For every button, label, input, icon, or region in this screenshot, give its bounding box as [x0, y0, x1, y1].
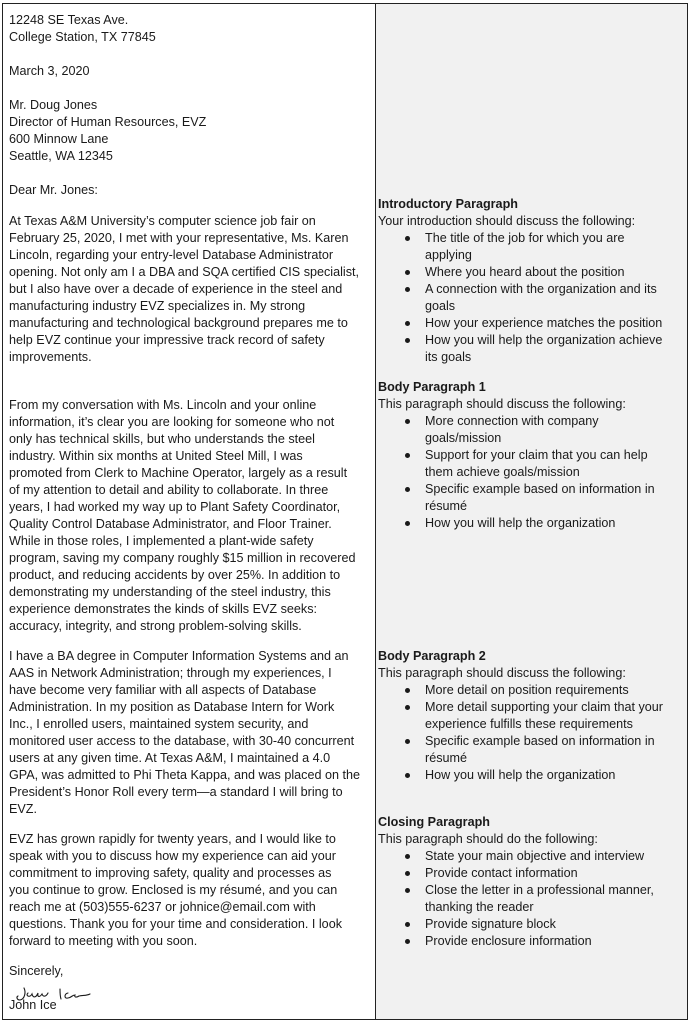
paragraph-line: demonstrating my understanding of the steel industry, this	[9, 585, 331, 599]
notes-list-item: goals/mission	[425, 431, 502, 445]
paragraph-line: accuracy, integrity, and strong problem-solving skills.	[9, 619, 302, 633]
paragraph-line: years, I had worked my way up to Plant Safety Coordinator,	[9, 500, 341, 514]
paragraph-line: EVZ.	[9, 802, 37, 816]
notes-list-item: How your experience matches the position	[425, 316, 663, 330]
notes-lead: This paragraph should discuss the following:	[378, 397, 626, 411]
notes-list-item: Support for your claim that you can help	[425, 448, 648, 462]
bullet-icon	[405, 854, 410, 859]
bullet-icon	[405, 922, 410, 927]
paragraph-line: While in those roles, I implemented a plant-wide safety	[9, 534, 314, 548]
notes-list-item: thanking the reader	[425, 900, 534, 914]
paragraph-line: Lincoln, regarding your entry-level Database Administrator	[9, 248, 334, 262]
paragraph-line: users at any given time. At Texas A&M, I maintained a 4.0	[9, 751, 331, 765]
sender-name: John Ice	[9, 998, 57, 1012]
bullet-icon	[405, 773, 410, 778]
bullet-icon	[405, 688, 410, 693]
paragraph-line: At Texas A&M University’s computer science job fair on	[9, 214, 316, 228]
sender-address-line: College Station, TX 77845	[9, 30, 156, 44]
notes-list-item: A connection with the organization and its	[425, 282, 657, 296]
notes-list-item: experience fulfills these requirements	[425, 717, 633, 731]
notes-list-item: More connection with company	[425, 414, 599, 428]
paragraph-line: I have a BA degree in Computer Information Systems and an	[9, 649, 349, 663]
paragraph-line: speak with you to discuss how my experience can aid your	[9, 849, 336, 863]
paragraph-line: From my conversation with Ms. Lincoln and your online	[9, 398, 317, 412]
notes-list-item: Where you heard about the position	[425, 265, 625, 279]
paragraph-line: promoted from Clerk to Machine Operator, largely as a result	[9, 466, 348, 480]
recipient-line: Mr. Doug Jones	[9, 98, 98, 112]
paragraph-line: only has technical skills, but who understands the steel	[9, 432, 315, 446]
bullet-icon	[405, 939, 410, 944]
paragraph-line: industry. Within six months at United Steel Mill, I was	[9, 449, 303, 463]
notes-heading: Body Paragraph 1	[378, 380, 486, 394]
bullet-icon	[405, 270, 410, 275]
paragraph-line: GPA, was admitted to Phi Theta Kappa, and was placed on the	[9, 768, 360, 782]
notes-list-item: Specific example based on information in	[425, 482, 655, 496]
paragraph-line: manufacturing industry EVZ specializes in. My strong	[9, 299, 306, 313]
paragraph-line: President’s Honor Roll every term—a standard I will bring to	[9, 785, 343, 799]
paragraph-line: forward to meeting with you soon.	[9, 934, 198, 948]
notes-list-item: How you will help the organization	[425, 768, 616, 782]
notes-lead: This paragraph should discuss the following:	[378, 666, 626, 680]
paragraph-line: Inc., I enrolled users, maintained system security, and	[9, 717, 309, 731]
paragraph-line: product, and reducing accidents by over 25%. In addition to	[9, 568, 341, 582]
paragraph-line: Administration. In my position as Database Intern for Work	[9, 700, 335, 714]
notes-list-item: How you will help the organization	[425, 516, 616, 530]
notes-list-item: The title of the job for which you are	[425, 231, 625, 245]
letter-date: March 3, 2020	[9, 64, 90, 78]
paragraph-line: reach me at (503)555-6237 or johnice@email.com with	[9, 900, 316, 914]
paragraph-line: Quality Control Database Administrator, and Floor Trainer.	[9, 517, 332, 531]
paragraph-line: you continue to grow. Enclosed is my résumé, and you can	[9, 883, 338, 897]
notes-list-item: More detail on position requirements	[425, 683, 629, 697]
notes-lead: Your introduction should discuss the following:	[378, 214, 636, 228]
notes-list-item: How you will help the organization achieve	[425, 333, 663, 347]
paragraph-line: EVZ has grown rapidly for twenty years, and I would like to	[9, 832, 336, 846]
notes-list-item: State your main objective and interview	[425, 849, 645, 863]
paragraph-line: information, it’s clear you are looking for someone who not	[9, 415, 335, 429]
bullet-icon	[405, 453, 410, 458]
paragraph-line: experience demonstrates the kinds of skills EVZ seeks:	[9, 602, 317, 616]
notes-heading: Closing Paragraph	[378, 815, 490, 829]
notes-heading: Body Paragraph 2	[378, 649, 486, 663]
paragraph-line: program, saving my company roughly $15 million in recovered	[9, 551, 356, 565]
bullet-icon	[405, 871, 410, 876]
paragraph-line: monitored user access to the database, with 30-40 concurrent	[9, 734, 355, 748]
bullet-icon	[405, 338, 410, 343]
bullet-icon	[405, 888, 410, 893]
bullet-icon	[405, 487, 410, 492]
notes-list-item: More detail supporting your claim that your	[425, 700, 663, 714]
notes-list-item: goals	[425, 299, 456, 313]
notes-list-item: résumé	[425, 751, 467, 765]
bullet-icon	[405, 739, 410, 744]
recipient-line: Director of Human Resources, EVZ	[9, 115, 207, 129]
bullet-icon	[405, 321, 410, 326]
notes-list-item: its goals	[425, 350, 472, 364]
bullet-icon	[405, 236, 410, 241]
notes-lead: This paragraph should do the following:	[378, 832, 598, 846]
bullet-icon	[405, 705, 410, 710]
salutation: Dear Mr. Jones:	[9, 183, 98, 197]
bullet-icon	[405, 287, 410, 292]
notes-list-item: résumé	[425, 499, 467, 513]
notes-list-item: Provide enclosure information	[425, 934, 592, 948]
paragraph-line: but I also have over a decade of experience in the steel and	[9, 282, 343, 296]
paragraph-line: of my attention to detail and ability to collaborate. In three	[9, 483, 329, 497]
paragraph-line: commitment to improving safety, quality and processes as	[9, 866, 332, 880]
paragraph-line: help EVZ continue your impressive track record of safety	[9, 333, 325, 347]
notes-list-item: applying	[425, 248, 472, 262]
closing-word: Sincerely,	[9, 964, 64, 978]
recipient-line: Seattle, WA 12345	[9, 149, 113, 163]
bullet-icon	[405, 521, 410, 526]
paragraph-line: questions. Thank you for your time and consideration. I look	[9, 917, 342, 931]
bullet-icon	[405, 419, 410, 424]
notes-list-item: Specific example based on information in	[425, 734, 655, 748]
paragraph-line: have become very familiar with all aspects of Database	[9, 683, 317, 697]
notes-heading: Introductory Paragraph	[378, 197, 518, 211]
recipient-line: 600 Minnow Lane	[9, 132, 109, 146]
paragraph-line: AAS in Network Administration; through my experiences, I	[9, 666, 332, 680]
paragraph-line: February 25, 2020, I met with your representative, Ms. Karen	[9, 231, 349, 245]
notes-list-item: Close the letter in a professional manner,	[425, 883, 654, 897]
notes-list-item: Provide contact information	[425, 866, 578, 880]
paragraph-line: opening. Not only am I a DBA and SQA certified CIS specialist,	[9, 265, 360, 279]
paragraph-line: improvements.	[9, 350, 92, 364]
notes-list-item: them achieve goals/mission	[425, 465, 580, 479]
notes-list-item: Provide signature block	[425, 917, 556, 931]
column-divider	[375, 4, 376, 1019]
sender-address-line: 12248 SE Texas Ave.	[9, 13, 129, 27]
paragraph-line: manufacturing and technological background prepares me to	[9, 316, 348, 330]
